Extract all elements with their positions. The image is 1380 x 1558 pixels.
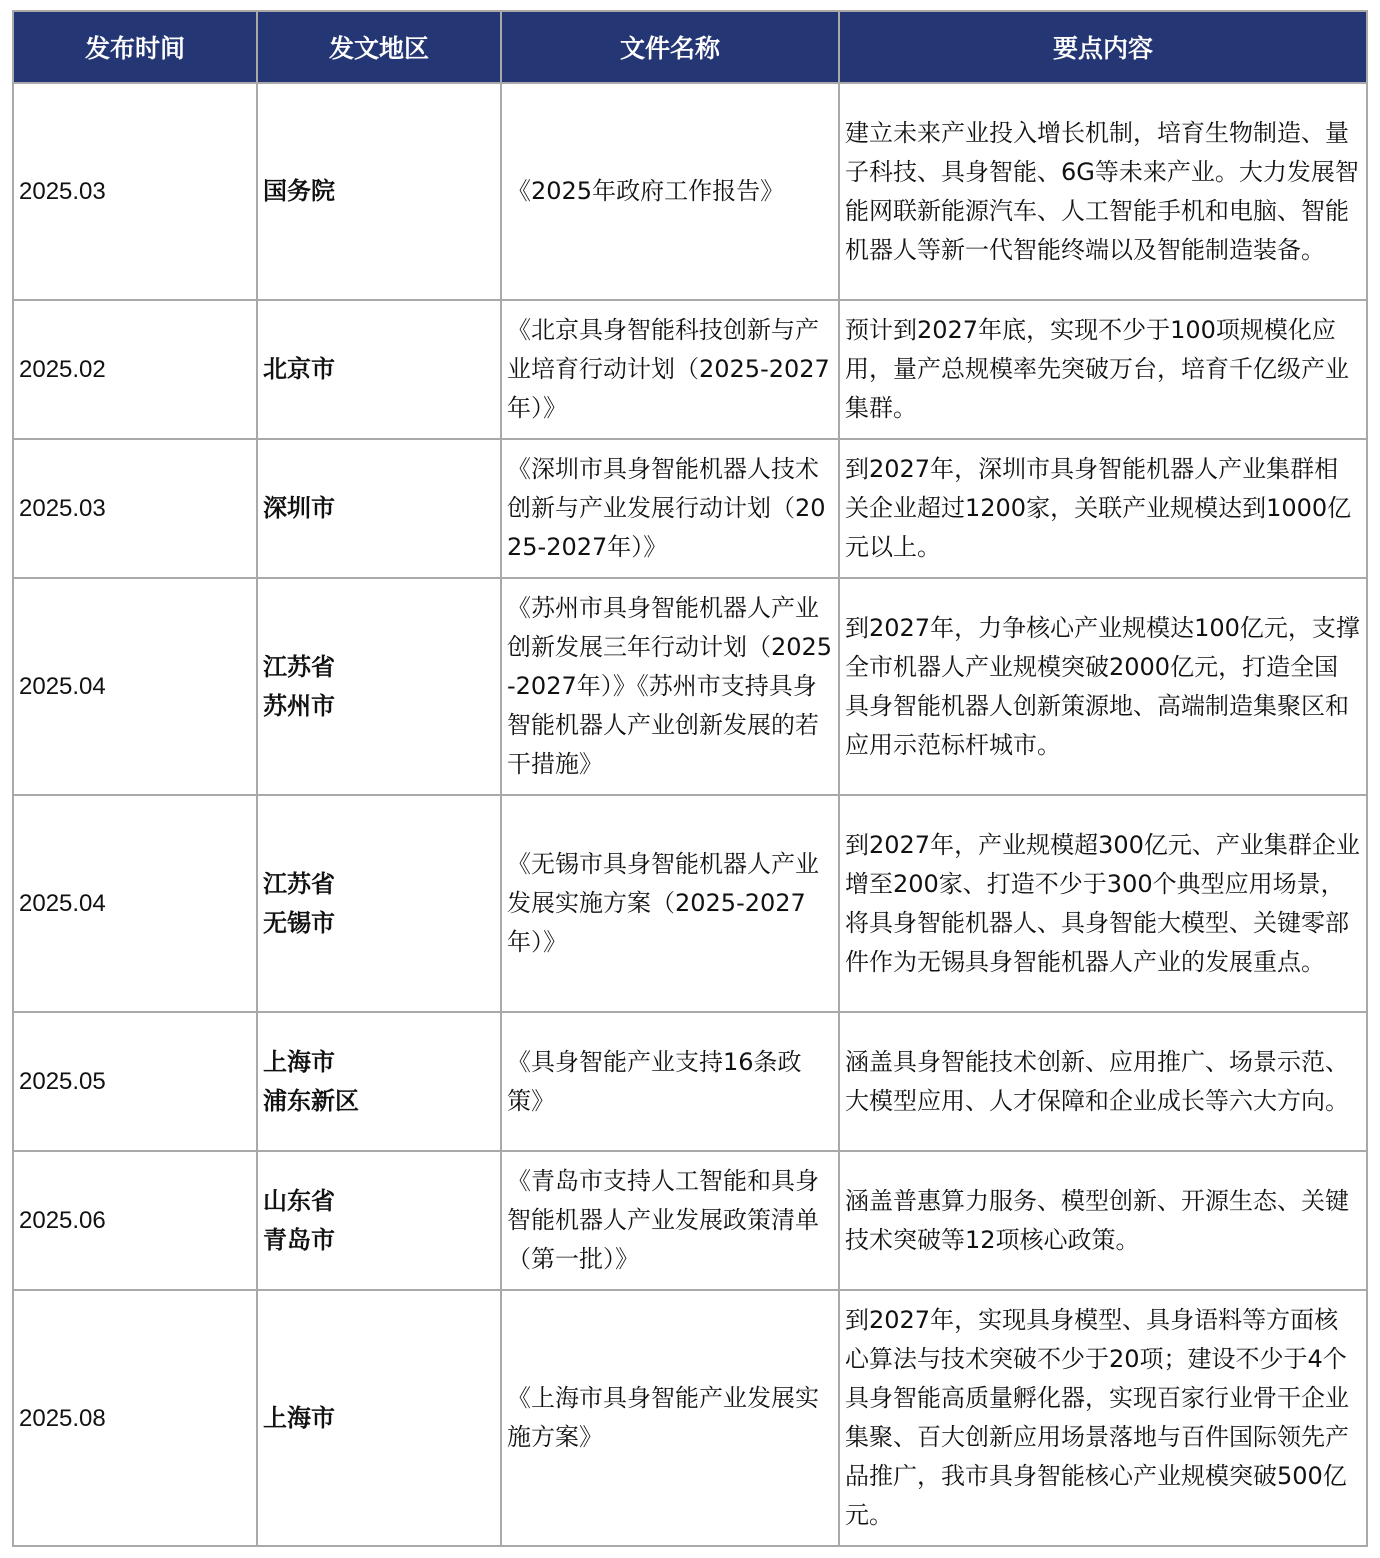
- points-cell: 预计到2027年底，实现不少于100项规模化应用，量产总规模率先突破万台，培育千亿级产业集群。: [839, 300, 1367, 439]
- document-cell: 《上海市具身智能产业发展实施方案》: [501, 1290, 839, 1546]
- table-row: [13, 300, 1367, 439]
- region-cell: [257, 300, 501, 439]
- document-cell: 《2025年政府工作报告》: [501, 83, 839, 300]
- date-cell: 2025.04: [13, 578, 257, 795]
- points-cell: 涵盖具身智能技术创新、应用推广、场景示范、大模型应用、人才保障和企业成长等六大方向。: [839, 1012, 1367, 1151]
- region-line: 上海市: [263, 1403, 335, 1432]
- date-cell: 2025.06: [13, 1151, 257, 1290]
- date-cell: 2025.04: [13, 795, 257, 1012]
- region-line: 苏州市: [263, 691, 335, 720]
- table-row: [13, 578, 1367, 795]
- header-row: [13, 11, 1367, 83]
- document-cell: 《无锡市具身智能机器人产业发展实施方案（2025-2027年）》: [501, 795, 839, 1012]
- document-cell: 《苏州市具身智能机器人产业创新发展三年行动计划（2025-2027年）》《苏州市支持具身智能机器人产业创新发展的若干措施》: [501, 578, 839, 795]
- region-cell: [257, 439, 501, 578]
- region-line: 江苏省: [263, 869, 335, 898]
- table-row: [13, 83, 1367, 300]
- table-row: [13, 795, 1367, 1012]
- table-header: [13, 11, 1367, 83]
- document-cell: 《北京具身智能科技创新与产业培育行动计划（2025-2027年）》: [501, 300, 839, 439]
- points-cell: 到2027年，深圳市具身智能机器人产业集群相关企业超过1200家，关联产业规模达到1000亿元以上。: [839, 439, 1367, 578]
- region-cell: [257, 578, 501, 795]
- header-region: 发文地区: [257, 11, 501, 83]
- policy-table: [12, 10, 1368, 1547]
- points-cell: 到2027年，实现具身模型、具身语料等方面核心算法与技术突破不少于20项；建设不少于4个具身智能高质量孵化器，实现百家行业骨干企业集聚、百大创新应用场景落地与百件国际领先产品推广，我市具身智能核心产业规模突破500亿元。: [839, 1290, 1367, 1546]
- date-cell: 2025.08: [13, 1290, 257, 1546]
- region-line: 北京市: [263, 355, 335, 383]
- region-line: 无锡市: [263, 908, 335, 937]
- region-cell: [257, 1151, 501, 1290]
- region-line: 国务院: [263, 177, 335, 205]
- date-cell: 2025.03: [13, 439, 257, 578]
- points-cell: 到2027年，产业规模超300亿元、产业集群企业增至200家、打造不少于300个典型应用场景，将具身智能机器人、具身智能大模型、关键零部件作为无锡具身智能机器人产业的发展重点。: [839, 795, 1367, 1012]
- region-cell: [257, 795, 501, 1012]
- table-body: [13, 83, 1367, 1546]
- document-cell: 《具身智能产业支持16条政策》: [501, 1012, 839, 1151]
- region-cell: [257, 1290, 501, 1546]
- region-cell: [257, 1012, 501, 1151]
- date-cell: 2025.02: [13, 300, 257, 439]
- date-cell: 2025.05: [13, 1012, 257, 1151]
- header-points: 要点内容: [839, 11, 1367, 83]
- document-cell: 《深圳市具身智能机器人技术创新与产业发展行动计划（2025-2027年）》: [501, 439, 839, 578]
- table-row: [13, 1151, 1367, 1290]
- date-cell: 2025.03: [13, 83, 257, 300]
- document-cell: 《青岛市支持人工智能和具身智能机器人产业发展政策清单（第一批）》: [501, 1151, 839, 1290]
- points-cell: 到2027年，力争核心产业规模达100亿元，支撑全市机器人产业规模突破2000亿元，打造全国具身智能机器人创新策源地、高端制造集聚区和应用示范标杆城市。: [839, 578, 1367, 795]
- region-line: 江苏省: [263, 652, 335, 681]
- region-line: 青岛市: [263, 1225, 335, 1254]
- table-row: [13, 1012, 1367, 1151]
- points-cell: 涵盖普惠算力服务、模型创新、开源生态、关键技术突破等12项核心政策。: [839, 1151, 1367, 1290]
- points-cell: 建立未来产业投入增长机制，培育生物制造、量子科技、具身智能、6G等未来产业。大力发展智能网联新能源汽车、人工智能手机和电脑、智能机器人等新一代智能终端以及智能制造装备。: [839, 83, 1367, 300]
- header-date: 发布时间: [13, 11, 257, 83]
- region-line: 浦东新区: [263, 1086, 359, 1115]
- region-line: 上海市: [263, 1047, 335, 1076]
- region-line: 深圳市: [263, 494, 335, 522]
- table-row: [13, 1290, 1367, 1546]
- table-row: [13, 439, 1367, 578]
- region-cell: [257, 83, 501, 300]
- region-line: 山东省: [263, 1186, 335, 1215]
- header-document: 文件名称: [501, 11, 839, 83]
